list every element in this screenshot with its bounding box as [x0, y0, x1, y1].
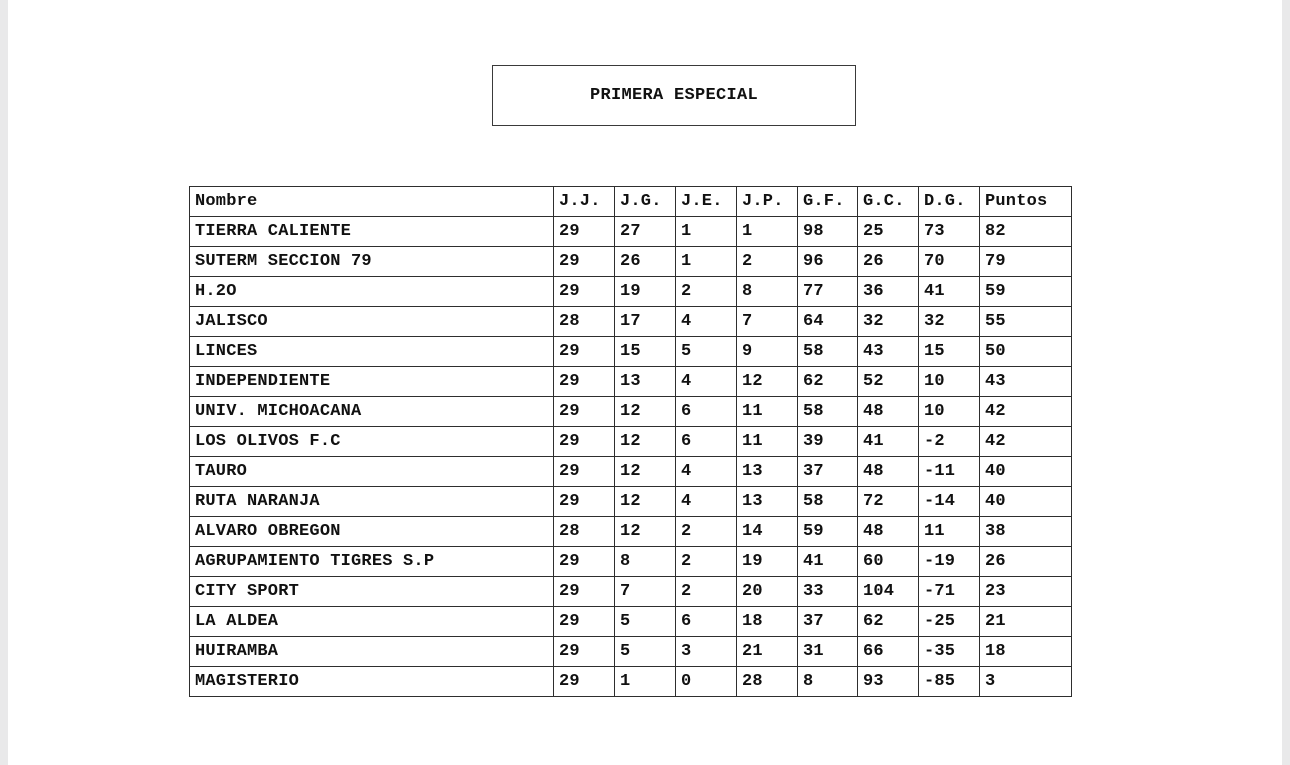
table-row — [190, 667, 1072, 697]
stat-cell: 58 — [798, 487, 858, 517]
stat-cell: 19 — [615, 277, 676, 307]
column-header: J.J. — [554, 187, 615, 217]
stat-cell: 5 — [615, 637, 676, 667]
stat-cell: 6 — [676, 607, 737, 637]
stat-cell: 5 — [676, 337, 737, 367]
page-title: PRIMERA ESPECIAL — [492, 65, 856, 126]
stat-cell: 28 — [554, 307, 615, 337]
stat-cell: 8 — [798, 667, 858, 697]
table-row — [190, 637, 1072, 667]
stat-cell: 5 — [615, 607, 676, 637]
stat-cell: 11 — [737, 427, 798, 457]
stat-cell: 26 — [980, 547, 1072, 577]
table-row — [190, 397, 1072, 427]
stat-cell: 66 — [858, 637, 919, 667]
column-header: J.E. — [676, 187, 737, 217]
stat-cell: 28 — [554, 517, 615, 547]
column-header: D.G. — [919, 187, 980, 217]
stat-cell: 93 — [858, 667, 919, 697]
stat-cell: 58 — [798, 337, 858, 367]
stat-cell: 15 — [615, 337, 676, 367]
team-name-cell: H.2O — [190, 277, 554, 307]
stat-cell: 64 — [798, 307, 858, 337]
table-row — [190, 217, 1072, 247]
stat-cell: 72 — [858, 487, 919, 517]
stat-cell: 4 — [676, 307, 737, 337]
stat-cell: 11 — [919, 517, 980, 547]
stat-cell: 13 — [615, 367, 676, 397]
team-name-cell: LOS OLIVOS F.C — [190, 427, 554, 457]
table-row — [190, 607, 1072, 637]
stat-cell: 50 — [980, 337, 1072, 367]
stat-cell: 21 — [737, 637, 798, 667]
stat-cell: 42 — [980, 397, 1072, 427]
stat-cell: 4 — [676, 457, 737, 487]
table-row — [190, 487, 1072, 517]
stat-cell: 25 — [858, 217, 919, 247]
table-row — [190, 337, 1072, 367]
standings-table — [189, 186, 1072, 697]
stat-cell: 55 — [980, 307, 1072, 337]
stat-cell: 12 — [615, 427, 676, 457]
stat-cell: 39 — [798, 427, 858, 457]
stat-cell: 1 — [615, 667, 676, 697]
stat-cell: 48 — [858, 457, 919, 487]
stat-cell: 29 — [554, 337, 615, 367]
table-row — [190, 457, 1072, 487]
stat-cell: 33 — [798, 577, 858, 607]
stat-cell: 4 — [676, 367, 737, 397]
stat-cell: 29 — [554, 547, 615, 577]
stat-cell: 8 — [737, 277, 798, 307]
stat-cell: -19 — [919, 547, 980, 577]
stat-cell: 98 — [798, 217, 858, 247]
column-header: G.F. — [798, 187, 858, 217]
stat-cell: 29 — [554, 577, 615, 607]
stat-cell: 37 — [798, 607, 858, 637]
stat-cell: -14 — [919, 487, 980, 517]
stat-cell: -35 — [919, 637, 980, 667]
stat-cell: 6 — [676, 427, 737, 457]
stat-cell: 12 — [615, 517, 676, 547]
stat-cell: 62 — [798, 367, 858, 397]
stat-cell: 26 — [615, 247, 676, 277]
table-header-row — [190, 187, 1072, 217]
team-name-cell: AGRUPAMIENTO TIGRES S.P — [190, 547, 554, 577]
team-name-cell: SUTERM SECCION 79 — [190, 247, 554, 277]
stat-cell: 29 — [554, 367, 615, 397]
stat-cell: 4 — [676, 487, 737, 517]
stat-cell: 21 — [980, 607, 1072, 637]
column-header: G.C. — [858, 187, 919, 217]
stat-cell: 41 — [858, 427, 919, 457]
stat-cell: 26 — [858, 247, 919, 277]
team-name-cell: MAGISTERIO — [190, 667, 554, 697]
stat-cell: -2 — [919, 427, 980, 457]
stat-cell: 23 — [980, 577, 1072, 607]
stat-cell: 8 — [615, 547, 676, 577]
stat-cell: 29 — [554, 397, 615, 427]
stat-cell: 29 — [554, 637, 615, 667]
stat-cell: 12 — [737, 367, 798, 397]
stat-cell: 79 — [980, 247, 1072, 277]
table-row — [190, 247, 1072, 277]
stat-cell: 40 — [980, 487, 1072, 517]
stat-cell: 19 — [737, 547, 798, 577]
column-header: Puntos — [980, 187, 1072, 217]
team-name-cell: CITY SPORT — [190, 577, 554, 607]
stat-cell: 43 — [858, 337, 919, 367]
stat-cell: 104 — [858, 577, 919, 607]
stat-cell: 20 — [737, 577, 798, 607]
stat-cell: 15 — [919, 337, 980, 367]
table-body — [190, 217, 1072, 697]
table-row — [190, 277, 1072, 307]
stat-cell: 82 — [980, 217, 1072, 247]
stat-cell: 2 — [676, 577, 737, 607]
stat-cell: 0 — [676, 667, 737, 697]
stat-cell: 2 — [676, 517, 737, 547]
stat-cell: 41 — [919, 277, 980, 307]
stat-cell: 13 — [737, 457, 798, 487]
team-name-cell: TIERRA CALIENTE — [190, 217, 554, 247]
stat-cell: 70 — [919, 247, 980, 277]
team-name-cell: UNIV. MICHOACANA — [190, 397, 554, 427]
stat-cell: 7 — [615, 577, 676, 607]
stat-cell: 29 — [554, 457, 615, 487]
stat-cell: 10 — [919, 367, 980, 397]
stat-cell: 48 — [858, 397, 919, 427]
stat-cell: 2 — [676, 547, 737, 577]
stat-cell: -85 — [919, 667, 980, 697]
table-row — [190, 427, 1072, 457]
stat-cell: 1 — [676, 217, 737, 247]
stat-cell: 7 — [737, 307, 798, 337]
stat-cell: 11 — [737, 397, 798, 427]
stat-cell: 29 — [554, 487, 615, 517]
table-row — [190, 307, 1072, 337]
stat-cell: 32 — [919, 307, 980, 337]
stat-cell: 9 — [737, 337, 798, 367]
stat-cell: 60 — [858, 547, 919, 577]
stat-cell: 2 — [676, 277, 737, 307]
stat-cell: 29 — [554, 217, 615, 247]
team-name-cell: JALISCO — [190, 307, 554, 337]
stat-cell: 12 — [615, 487, 676, 517]
stat-cell: 58 — [798, 397, 858, 427]
stat-cell: 37 — [798, 457, 858, 487]
stat-cell: 40 — [980, 457, 1072, 487]
stat-cell: 6 — [676, 397, 737, 427]
column-header: J.G. — [615, 187, 676, 217]
stat-cell: 12 — [615, 397, 676, 427]
stat-cell: 29 — [554, 607, 615, 637]
stat-cell: 17 — [615, 307, 676, 337]
stat-cell: 2 — [737, 247, 798, 277]
stat-cell: 29 — [554, 427, 615, 457]
table-row — [190, 517, 1072, 547]
stat-cell: 59 — [798, 517, 858, 547]
stat-cell: -25 — [919, 607, 980, 637]
stat-cell: -71 — [919, 577, 980, 607]
stat-cell: 38 — [980, 517, 1072, 547]
team-name-cell: INDEPENDIENTE — [190, 367, 554, 397]
stat-cell: 96 — [798, 247, 858, 277]
team-name-cell: LINCES — [190, 337, 554, 367]
column-header: J.P. — [737, 187, 798, 217]
stat-cell: 12 — [615, 457, 676, 487]
stat-cell: 18 — [737, 607, 798, 637]
stat-cell: 14 — [737, 517, 798, 547]
stat-cell: 28 — [737, 667, 798, 697]
stat-cell: 59 — [980, 277, 1072, 307]
stat-cell: 31 — [798, 637, 858, 667]
stat-cell: 29 — [554, 247, 615, 277]
team-name-cell: TAURO — [190, 457, 554, 487]
stat-cell: 13 — [737, 487, 798, 517]
table-row — [190, 367, 1072, 397]
stat-cell: 36 — [858, 277, 919, 307]
stat-cell: 10 — [919, 397, 980, 427]
stat-cell: 1 — [676, 247, 737, 277]
stat-cell: 3 — [980, 667, 1072, 697]
stat-cell: 18 — [980, 637, 1072, 667]
team-name-cell: LA ALDEA — [190, 607, 554, 637]
stat-cell: 1 — [737, 217, 798, 247]
stat-cell: 3 — [676, 637, 737, 667]
stat-cell: 48 — [858, 517, 919, 547]
stat-cell: 29 — [554, 667, 615, 697]
stat-cell: 29 — [554, 277, 615, 307]
stat-cell: 77 — [798, 277, 858, 307]
stat-cell: 42 — [980, 427, 1072, 457]
stat-cell: 73 — [919, 217, 980, 247]
stat-cell: 27 — [615, 217, 676, 247]
stat-cell: 43 — [980, 367, 1072, 397]
stat-cell: 32 — [858, 307, 919, 337]
team-name-cell: ALVARO OBREGON — [190, 517, 554, 547]
column-header: Nombre — [190, 187, 554, 217]
document-page — [8, 0, 1282, 765]
stat-cell: 41 — [798, 547, 858, 577]
stat-cell: 52 — [858, 367, 919, 397]
stat-cell: 62 — [858, 607, 919, 637]
table-row — [190, 577, 1072, 607]
table-row — [190, 547, 1072, 577]
team-name-cell: RUTA NARANJA — [190, 487, 554, 517]
stat-cell: -11 — [919, 457, 980, 487]
team-name-cell: HUIRAMBA — [190, 637, 554, 667]
